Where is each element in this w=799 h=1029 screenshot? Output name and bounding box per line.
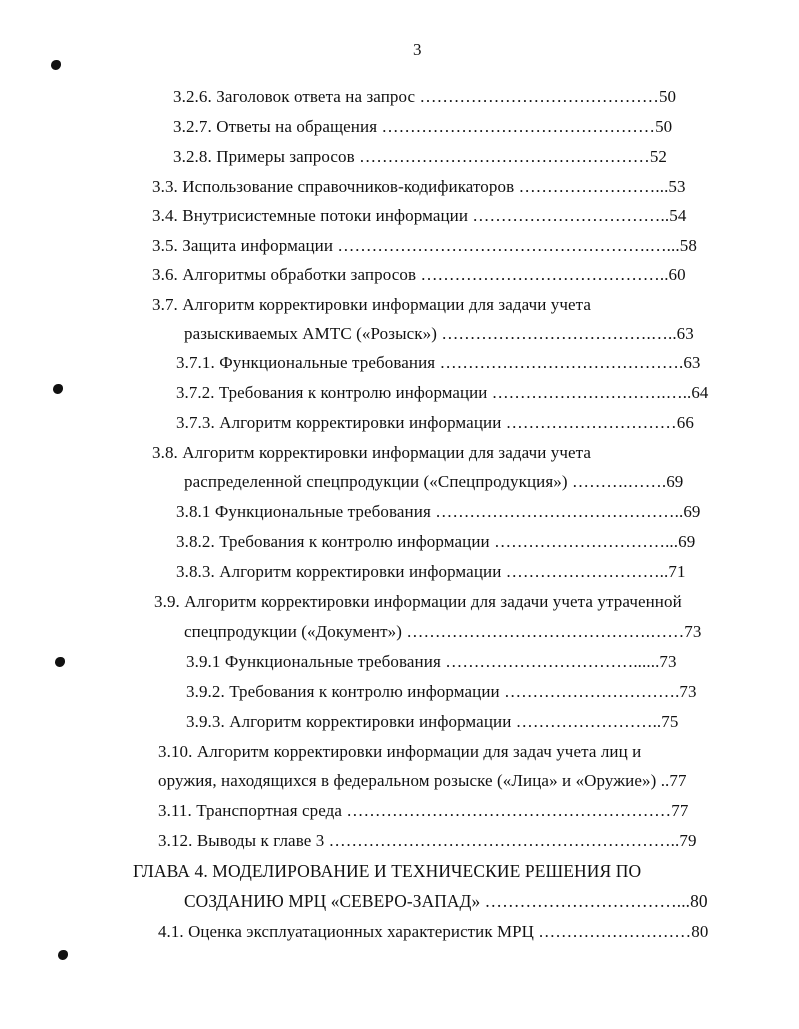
toc-entry: 3.8.2. Требования к контролю информации …………………………...69 xyxy=(176,532,696,551)
toc-entry: 3.7.1. Функциональные требования …………………………………….63 xyxy=(176,353,701,372)
binding-hole-mark xyxy=(51,60,61,70)
toc-entry: 3.11. Транспортная среда …………………………………………………77 xyxy=(158,801,689,820)
toc-entry: 3.2.6. Заголовок ответа на запрос ……………………………………50 xyxy=(173,87,677,106)
toc-entry: 3.4. Внутрисистемные потоки информации ……………………………..54 xyxy=(152,206,687,225)
binding-hole-mark xyxy=(58,950,68,960)
toc-entry: 3.5. Защита информации ……………………………………………….…...58 xyxy=(152,236,697,255)
toc-entry: 3.9. Алгоритм корректировки информации для задачи учета утраченной xyxy=(154,592,682,611)
toc-entry: 3.7.2. Требования к контролю информации ………………………….…..64 xyxy=(176,383,709,402)
chapter-heading: СОЗДАНИЮ МРЦ «СЕВЕРО-ЗАПАД» ……………………………...80 xyxy=(184,891,708,911)
toc-entry: 3.8.3. Алгоритм корректировки информации ………………………..71 xyxy=(176,562,686,581)
toc-entry: 3.12. Выводы к главе 3 ……………………………………………………..79 xyxy=(158,831,697,850)
toc-entry: спецпродукции («Документ») …………………………………….……73 xyxy=(184,622,702,641)
toc-entry: 3.7.3. Алгоритм корректировки информации …………………………66 xyxy=(176,413,694,432)
toc-entry: разыскиваемых АМТС («Розыск») ……………………………….…..63 xyxy=(184,324,694,343)
toc-entry: 3.2.8. Примеры запросов ……………………………………………52 xyxy=(173,147,668,166)
toc-entry: оружия, находящихся в федеральном розыске («Лица» и «Оружие») ..77 xyxy=(158,771,687,790)
toc-entry: 3.2.7. Ответы на обращения …………………………………………50 xyxy=(173,117,673,136)
chapter-heading: ГЛАВА 4. МОДЕЛИРОВАНИЕ И ТЕХНИЧЕСКИЕ РЕШЕНИЯ ПО xyxy=(133,861,642,881)
page-number: 3 xyxy=(413,40,422,59)
toc-entry: 3.6. Алгоритмы обработки запросов ……………………………………..60 xyxy=(152,265,686,284)
toc-entry: 3.9.3. Алгоритм корректировки информации ……………………..75 xyxy=(186,712,679,731)
toc-entry: 3.9.1 Функциональные требования ……………………………......73 xyxy=(186,652,677,671)
toc-entry: 3.8. Алгоритм корректировки информации для задачи учета xyxy=(152,443,592,462)
toc-entry: 3.9.2. Требования к контролю информации ………………………….73 xyxy=(186,682,697,701)
toc-entry: распределенной спецпродукции («Спецпродукция») ……….…….69 xyxy=(184,472,684,491)
binding-hole-mark xyxy=(53,384,63,394)
toc-entry: 3.7. Алгоритм корректировки информации для задачи учета xyxy=(152,295,592,314)
toc-entry: 3.3. Использование справочников-кодификаторов ……………………...53 xyxy=(152,177,686,196)
binding-hole-mark xyxy=(55,657,65,667)
toc-entry: 4.1. Оценка эксплуатационных характеристик МРЦ ………………………80 xyxy=(158,922,709,941)
toc-entry: 3.10. Алгоритм корректировки информации для задач учета лиц и xyxy=(158,742,642,761)
toc-entry: 3.8.1 Функциональные требования ……………………………………..69 xyxy=(176,502,701,521)
